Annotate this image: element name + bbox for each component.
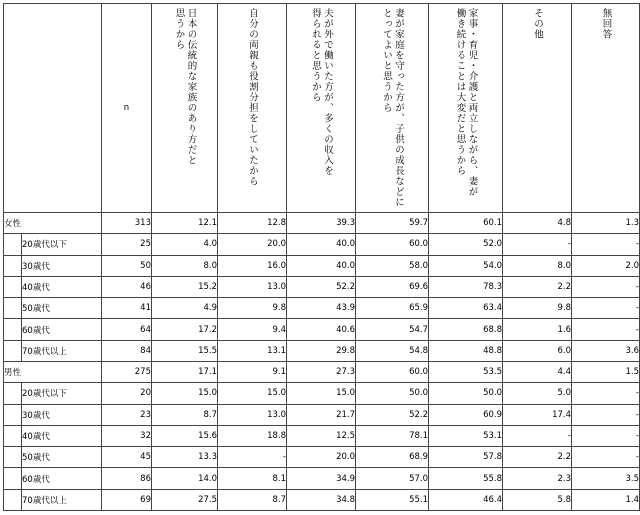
indent-cell (4, 383, 22, 404)
cell-value: 34.9 (287, 468, 356, 489)
cell-value: 15.0 (152, 383, 218, 404)
cell-value: 9.8 (218, 298, 287, 319)
header-col-2-label: 自分の両親も役割分担をしていたから (247, 8, 258, 187)
cell-value: 27.5 (152, 489, 218, 510)
cell-value: - (572, 319, 640, 340)
cell-value: - (572, 425, 640, 446)
cell-value: 5.8 (503, 489, 572, 510)
cell-value: 60.0 (356, 234, 429, 255)
header-col-5 (429, 4, 503, 213)
cell-value: 54.7 (356, 319, 429, 340)
age-label: 60歳代 (22, 468, 102, 489)
table-row (4, 234, 640, 255)
cell-value: 17.4 (503, 404, 572, 425)
cell-value: 53.5 (429, 361, 503, 382)
cell-value: 48.8 (429, 340, 503, 361)
cell-value: 40.6 (287, 319, 356, 340)
header-col-7-label: 無回答 (600, 8, 612, 40)
age-label: 70歳代以上 (22, 489, 102, 510)
header-col-6 (503, 4, 572, 213)
cell-value: 13.0 (218, 276, 287, 297)
cell-value: 55.8 (429, 468, 503, 489)
group-label: 女性 (4, 213, 102, 234)
cell-value: 59.7 (356, 213, 429, 234)
cell-value: 6.0 (503, 340, 572, 361)
cell-n: 45 (102, 447, 152, 468)
cell-value: 9.1 (218, 361, 287, 382)
table-row (4, 298, 640, 319)
cell-n: 86 (102, 468, 152, 489)
group-label: 男性 (4, 361, 102, 382)
table-row (4, 468, 640, 489)
cell-value: 69.6 (356, 276, 429, 297)
cell-value: 12.8 (218, 213, 287, 234)
table-row (4, 425, 640, 446)
header-col-3-label: 夫が外で働いた方が、多くの収入を 得られると思うから (310, 8, 333, 176)
cell-value: 15.0 (218, 383, 287, 404)
cell-value: - (572, 447, 640, 468)
cell-value: 34.8 (287, 489, 356, 510)
cell-value: 13.3 (152, 447, 218, 468)
cell-n: 32 (102, 425, 152, 446)
cell-n: 50 (102, 255, 152, 276)
cell-value: 43.9 (287, 298, 356, 319)
cell-value: 3.5 (572, 468, 640, 489)
cell-value: 50.0 (356, 383, 429, 404)
cell-value: 54.0 (429, 255, 503, 276)
header-n: n (102, 4, 152, 213)
indent-cell (4, 489, 22, 510)
cell-value: 46.4 (429, 489, 503, 510)
indent-cell (4, 468, 22, 489)
cell-n: 275 (102, 361, 152, 382)
cell-value: 2.2 (503, 276, 572, 297)
indent-cell (4, 298, 22, 319)
table-row (4, 447, 640, 468)
survey-crosstab-table (3, 3, 640, 511)
cell-value: 40.0 (287, 255, 356, 276)
cell-value: 13.0 (218, 404, 287, 425)
cell-value: 8.0 (152, 255, 218, 276)
cell-value: 12.1 (152, 213, 218, 234)
cell-value: 65.9 (356, 298, 429, 319)
cell-value: 63.4 (429, 298, 503, 319)
age-label: 70歳代以上 (22, 340, 102, 361)
cell-value: 54.8 (356, 340, 429, 361)
table-row (4, 255, 640, 276)
table-body (4, 213, 640, 511)
cell-value: 39.3 (287, 213, 356, 234)
cell-value: 1.4 (572, 489, 640, 510)
cell-value: - (572, 234, 640, 255)
cell-value: 50.0 (429, 383, 503, 404)
cell-value: 52.2 (356, 404, 429, 425)
indent-cell (4, 340, 22, 361)
cell-value: 5.0 (503, 383, 572, 404)
cell-value: 12.5 (287, 425, 356, 446)
cell-value: 15.5 (152, 340, 218, 361)
cell-value: 4.4 (503, 361, 572, 382)
cell-value: 1.6 (503, 319, 572, 340)
cell-value: 1.3 (572, 213, 640, 234)
table-row (4, 276, 640, 297)
cell-value: 2.2 (503, 447, 572, 468)
cell-value: 17.2 (152, 319, 218, 340)
cell-value: 20.0 (287, 447, 356, 468)
table-row (4, 319, 640, 340)
cell-n: 41 (102, 298, 152, 319)
cell-value: 29.8 (287, 340, 356, 361)
cell-value: 2.0 (572, 255, 640, 276)
cell-value: 78.3 (429, 276, 503, 297)
table-row-group-total (4, 361, 640, 382)
age-label: 40歳代 (22, 276, 102, 297)
cell-value: 60.0 (356, 361, 429, 382)
cell-value: 68.8 (429, 319, 503, 340)
age-label: 50歳代 (22, 298, 102, 319)
cell-value: 1.5 (572, 361, 640, 382)
header-col-5-label: 家事・育児・介護と両立しながら、妻が 働き続けることは大変だと思うから (454, 8, 478, 197)
cell-value: 57.0 (356, 468, 429, 489)
indent-cell (4, 276, 22, 297)
cell-value: 52.2 (287, 276, 356, 297)
cell-value: 3.6 (572, 340, 640, 361)
indent-cell (4, 447, 22, 468)
age-label: 50歳代 (22, 447, 102, 468)
table-row (4, 489, 640, 510)
cell-n: 20 (102, 383, 152, 404)
cell-value: 21.7 (287, 404, 356, 425)
cell-value: 55.1 (356, 489, 429, 510)
cell-n: 84 (102, 340, 152, 361)
cell-value: 52.0 (429, 234, 503, 255)
header-col-2 (218, 4, 287, 213)
header-corner-cell (4, 4, 102, 213)
cell-n: 64 (102, 319, 152, 340)
header-col-4 (356, 4, 429, 213)
cell-value: 4.0 (152, 234, 218, 255)
age-label: 20歳代以下 (22, 234, 102, 255)
cell-n: 23 (102, 404, 152, 425)
cell-value: - (572, 298, 640, 319)
cell-value: 40.0 (287, 234, 356, 255)
header-col-4-label: 妻が家庭を守った方が、子供の成長などに とってよいと思うから (381, 8, 404, 208)
cell-value: 14.0 (152, 468, 218, 489)
cell-value: 60.9 (429, 404, 503, 425)
cell-n: 25 (102, 234, 152, 255)
header-col-6-label: その他 (532, 8, 543, 40)
cell-value: 4.8 (503, 213, 572, 234)
cell-value: - (503, 234, 572, 255)
cell-value: 68.9 (356, 447, 429, 468)
cell-value: 16.0 (218, 255, 287, 276)
cell-value: 57.8 (429, 447, 503, 468)
cell-value: 15.6 (152, 425, 218, 446)
table-row (4, 383, 640, 404)
cell-value: - (572, 276, 640, 297)
cell-n: 46 (102, 276, 152, 297)
cell-value: 15.0 (287, 383, 356, 404)
table-row (4, 404, 640, 425)
age-label: 30歳代 (22, 404, 102, 425)
cell-value: 9.8 (503, 298, 572, 319)
cell-value: 15.2 (152, 276, 218, 297)
cell-value: 9.4 (218, 319, 287, 340)
table-row-group-total (4, 213, 640, 234)
cell-value: 17.1 (152, 361, 218, 382)
cell-value: 8.7 (218, 489, 287, 510)
cell-value: - (572, 383, 640, 404)
cell-value: 18.8 (218, 425, 287, 446)
cell-value: 2.3 (503, 468, 572, 489)
cell-value: 27.3 (287, 361, 356, 382)
cell-value: 8.7 (152, 404, 218, 425)
cell-value: 8.0 (503, 255, 572, 276)
age-label: 40歳代 (22, 425, 102, 446)
cell-value: - (572, 404, 640, 425)
header-col-7 (572, 4, 640, 213)
cell-n: 69 (102, 489, 152, 510)
cell-value: 60.1 (429, 213, 503, 234)
cell-n: 313 (102, 213, 152, 234)
indent-cell (4, 319, 22, 340)
cell-value: 20.0 (218, 234, 287, 255)
table-header (4, 4, 640, 213)
header-col-3 (287, 4, 356, 213)
indent-cell (4, 255, 22, 276)
header-col-1 (152, 4, 218, 213)
cell-value: 13.1 (218, 340, 287, 361)
cell-value: 4.9 (152, 298, 218, 319)
cell-value: 58.0 (356, 255, 429, 276)
indent-cell (4, 234, 22, 255)
cell-value: 53.1 (429, 425, 503, 446)
cell-value: 78.1 (356, 425, 429, 446)
cell-value: - (218, 447, 287, 468)
indent-cell (4, 425, 22, 446)
table-row (4, 340, 640, 361)
cell-value: - (503, 425, 572, 446)
indent-cell (4, 404, 22, 425)
age-label: 20歳代以下 (22, 383, 102, 404)
cell-value: 8.1 (218, 468, 287, 489)
header-col-1-label: 日本の伝統的な家族のあり方だと 思うから (173, 8, 197, 166)
age-label: 60歳代 (22, 319, 102, 340)
age-label: 30歳代 (22, 255, 102, 276)
